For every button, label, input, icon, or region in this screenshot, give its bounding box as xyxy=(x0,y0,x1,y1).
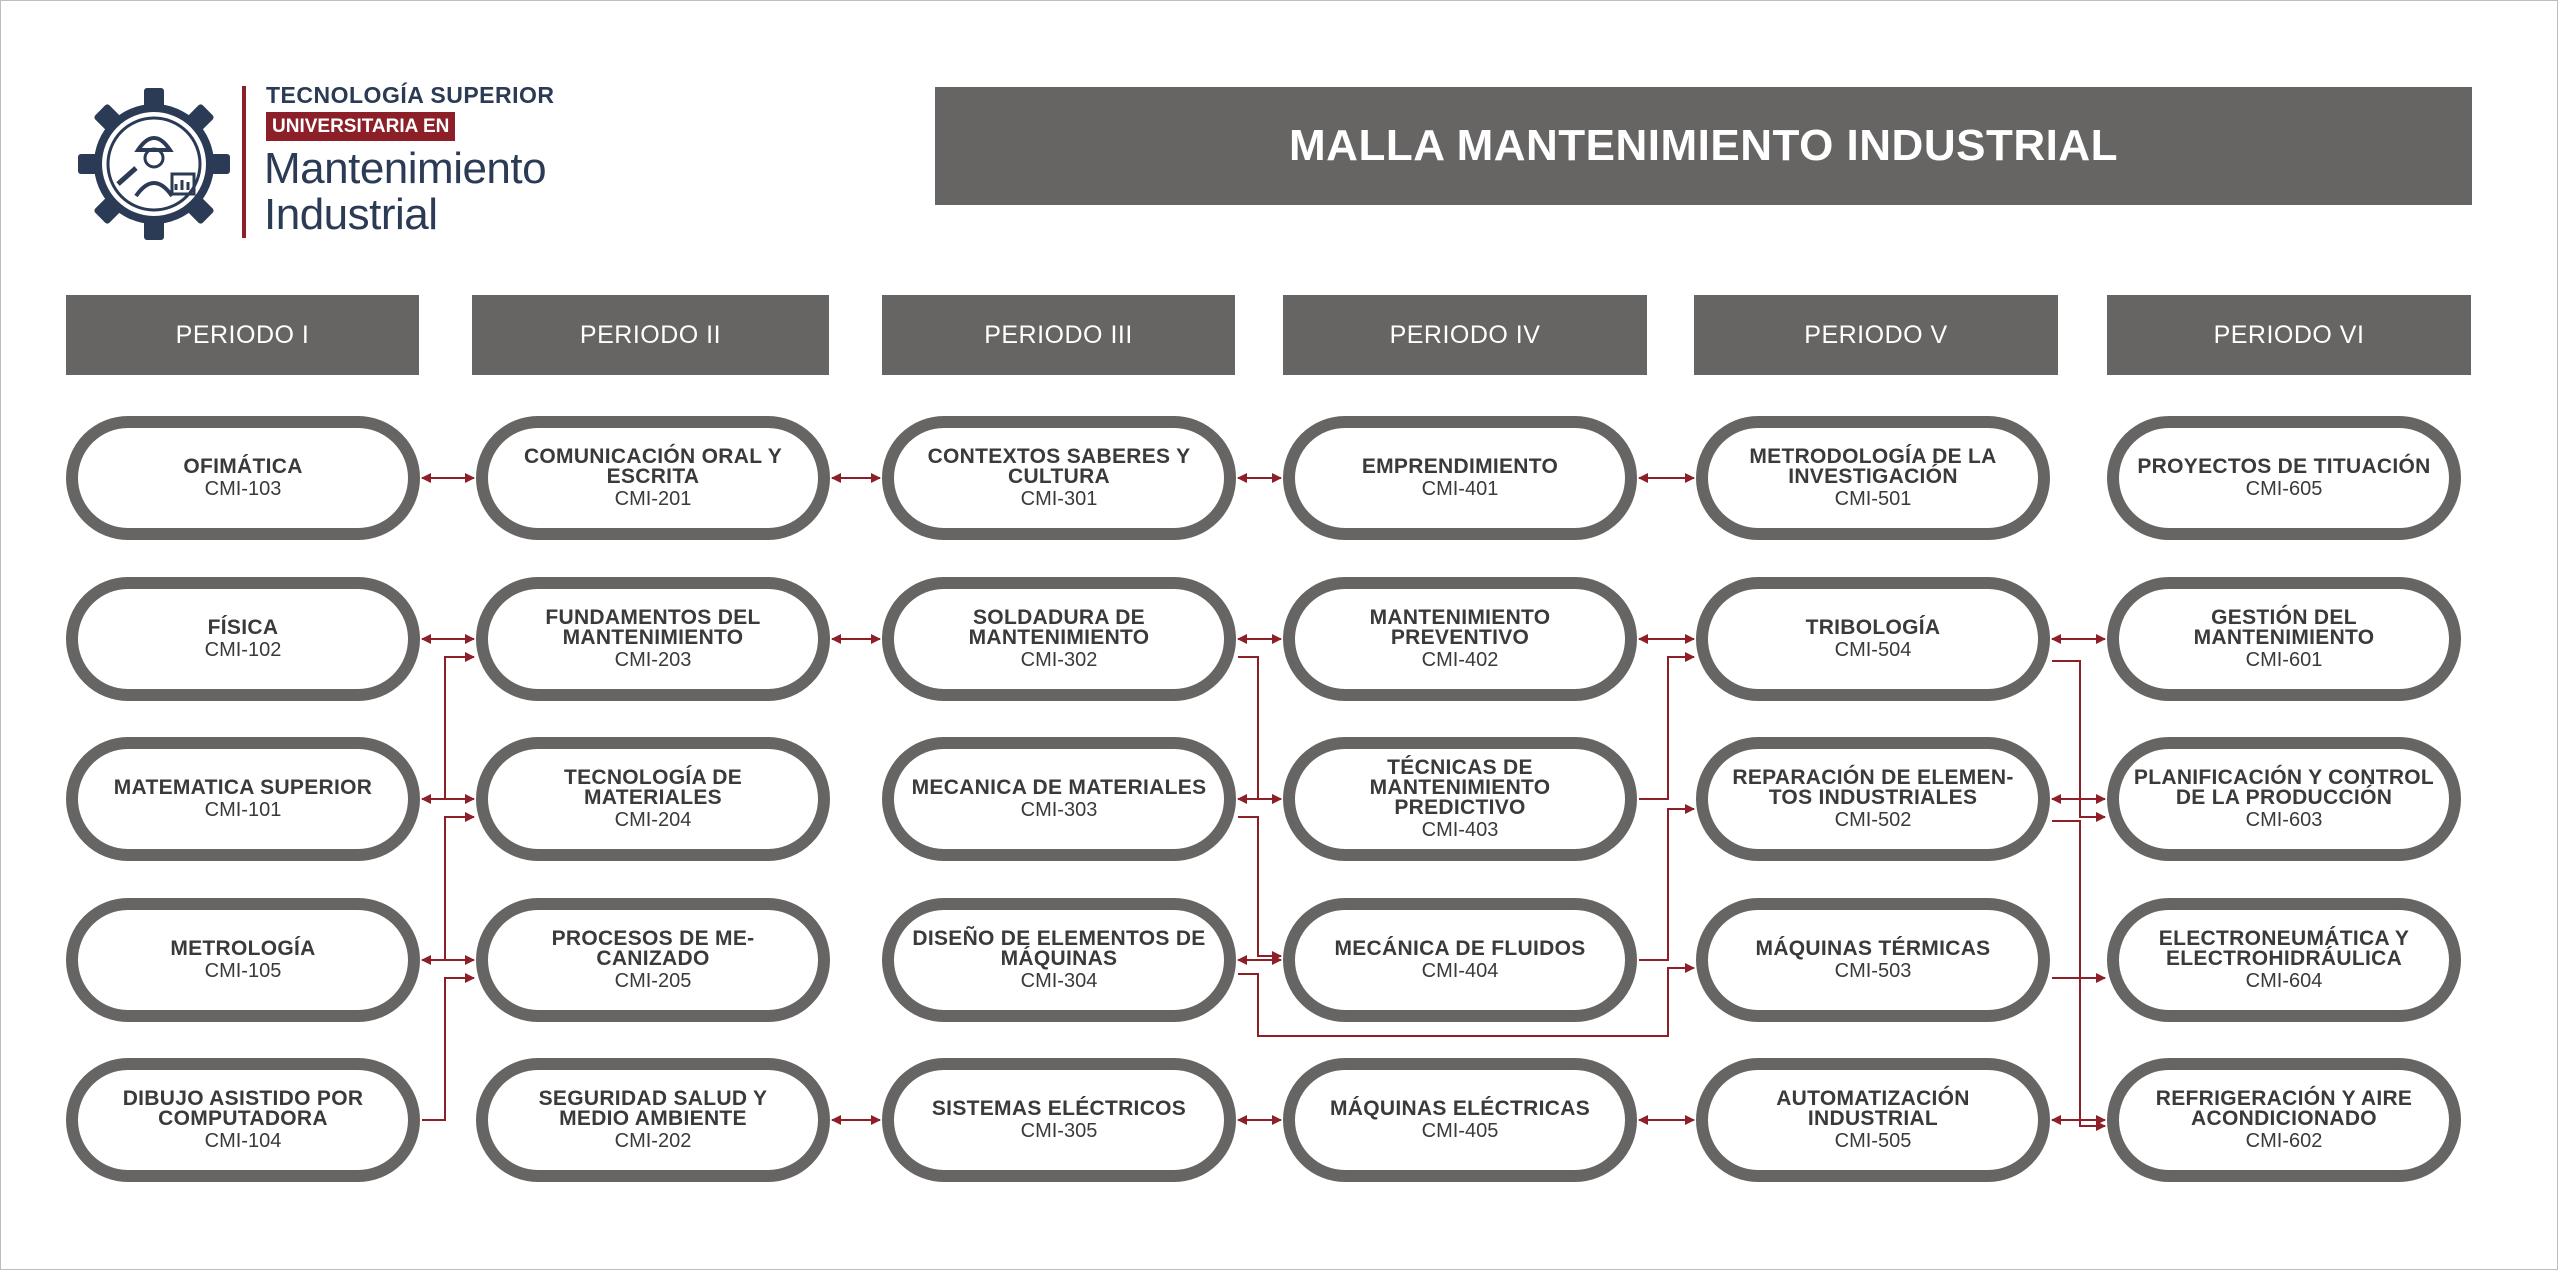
course-code: CMI-403 xyxy=(1421,818,1499,841)
institution-logo xyxy=(78,82,598,252)
logo-line-3: Mantenimiento xyxy=(264,144,547,193)
course-code: CMI-103 xyxy=(204,477,282,500)
course-card xyxy=(476,416,830,540)
course-name: TRIBOLOGÍA xyxy=(1805,615,1941,639)
course-name: AUTOMATIZACIÓN INDUSTRIAL xyxy=(1776,1086,1970,1130)
course-card xyxy=(66,1058,420,1182)
course-card xyxy=(1283,1058,1637,1182)
course-card xyxy=(2107,577,2461,701)
course-code: CMI-303 xyxy=(1020,798,1098,821)
course-name: SISTEMAS ELÉCTRICOS xyxy=(931,1096,1187,1120)
period-header-3: PERIODO III xyxy=(882,295,1235,375)
course-code: CMI-201 xyxy=(614,487,692,510)
course-name: MATEMATICA SUPERIOR xyxy=(113,775,373,799)
course-name: TÉCNICAS DE MANTENIMIENTO PREDICTIVO xyxy=(1369,755,1551,819)
course-code: CMI-202 xyxy=(614,1129,692,1152)
course-code: CMI-304 xyxy=(1020,969,1098,992)
course-code: CMI-305 xyxy=(1020,1119,1098,1142)
course-card xyxy=(882,737,1236,861)
course-code: CMI-404 xyxy=(1421,959,1499,982)
course-name: SOLDADURA DE MANTENIMIENTO xyxy=(968,605,1150,649)
course-card xyxy=(1283,416,1637,540)
gear-logo-icon xyxy=(78,88,230,240)
course-name: CONTEXTOS SABERES Y CULTURA xyxy=(927,444,1191,488)
course-name: REFRIGERACIÓN Y AIRE ACONDICIONADO xyxy=(2155,1086,2413,1130)
course-name: METROLOGÍA xyxy=(170,936,316,960)
period-header-1: PERIODO I xyxy=(66,295,419,375)
course-card xyxy=(476,1058,830,1182)
course-card xyxy=(2107,416,2461,540)
course-code: CMI-405 xyxy=(1421,1119,1499,1142)
course-code: CMI-501 xyxy=(1834,487,1912,510)
course-code: CMI-602 xyxy=(2245,1129,2323,1152)
course-name: PROCESOS DE ME- CANIZADO xyxy=(551,926,755,970)
course-name: DIBUJO ASISTIDO POR COMPUTADORA xyxy=(122,1086,364,1130)
course-name: COMUNICACIÓN ORAL Y ESCRITA xyxy=(523,444,783,488)
course-code: CMI-503 xyxy=(1834,959,1912,982)
course-card xyxy=(1283,898,1637,1022)
course-code: CMI-104 xyxy=(204,1129,282,1152)
course-name: MECANICA DE MATERIALES xyxy=(911,775,1207,799)
course-name: METRODOLOGÍA DE LA INVESTIGACIÓN xyxy=(1749,444,1997,488)
course-code: CMI-601 xyxy=(2245,648,2323,671)
course-code: CMI-505 xyxy=(1834,1129,1912,1152)
course-name: FUNDAMENTOS DEL MANTENIMIENTO xyxy=(545,605,761,649)
course-code: CMI-302 xyxy=(1020,648,1098,671)
course-code: CMI-203 xyxy=(614,648,692,671)
course-name: ELECTRONEUMÁTICA Y ELECTROHIDRÁULICA xyxy=(2158,926,2410,970)
course-name: MÁQUINAS TÉRMICAS xyxy=(1755,936,1991,960)
logo-line-1: TECNOLOGÍA SUPERIOR xyxy=(266,82,555,108)
logo-line-4: Industrial xyxy=(264,190,438,239)
course-card xyxy=(476,737,830,861)
course-card xyxy=(66,737,420,861)
course-card xyxy=(66,898,420,1022)
course-name: PLANIFICACIÓN Y CONTROL DE LA PRODUCCIÓN xyxy=(2133,765,2435,809)
course-code: CMI-301 xyxy=(1020,487,1098,510)
course-card xyxy=(1696,416,2050,540)
course-card xyxy=(66,416,420,540)
course-name: SEGURIDAD SALUD Y MEDIO AMBIENTE xyxy=(538,1086,768,1130)
course-name: MÁQUINAS ELÉCTRICAS xyxy=(1329,1096,1591,1120)
course-name: OFIMÁTICA xyxy=(183,454,303,478)
course-code: CMI-101 xyxy=(204,798,282,821)
course-name: MECÁNICA DE FLUIDOS xyxy=(1334,936,1586,960)
logo-divider xyxy=(242,86,246,238)
course-code: CMI-605 xyxy=(2245,477,2323,500)
course-code: CMI-105 xyxy=(204,959,282,982)
course-code: CMI-102 xyxy=(204,638,282,661)
course-card xyxy=(1283,737,1637,861)
logo-line-2: UNIVERSITARIA EN xyxy=(266,112,455,141)
course-card xyxy=(882,898,1236,1022)
course-code: CMI-504 xyxy=(1834,638,1912,661)
course-card xyxy=(1696,1058,2050,1182)
course-name: FÍSICA xyxy=(207,615,279,639)
course-card xyxy=(2107,737,2461,861)
course-card xyxy=(476,898,830,1022)
course-code: CMI-502 xyxy=(1834,808,1912,831)
course-card xyxy=(1696,737,2050,861)
course-code: CMI-603 xyxy=(2245,808,2323,831)
course-code: CMI-401 xyxy=(1421,477,1499,500)
course-card xyxy=(2107,898,2461,1022)
period-header-2: PERIODO II xyxy=(472,295,829,375)
course-card xyxy=(882,577,1236,701)
course-name: TECNOLOGÍA DE MATERIALES xyxy=(563,765,743,809)
course-code: CMI-204 xyxy=(614,808,692,831)
course-code: CMI-205 xyxy=(614,969,692,992)
course-card xyxy=(882,416,1236,540)
period-header-4: PERIODO IV xyxy=(1283,295,1647,375)
course-code: CMI-604 xyxy=(2245,969,2323,992)
course-name: MANTENIMIENTO PREVENTIVO xyxy=(1369,605,1551,649)
course-card xyxy=(476,577,830,701)
course-code: CMI-402 xyxy=(1421,648,1499,671)
course-card xyxy=(66,577,420,701)
course-name: REPARACIÓN DE ELEMEN- TOS INDUSTRIALES xyxy=(1732,765,2014,809)
period-header-5: PERIODO V xyxy=(1694,295,2058,375)
course-name: DISEÑO DE ELEMENTOS DE MÁQUINAS xyxy=(912,926,1206,970)
course-name: PROYECTOS DE TITUACIÓN xyxy=(2137,454,2431,478)
course-name: GESTIÓN DEL MANTENIMIENTO xyxy=(2193,605,2375,649)
course-card xyxy=(1283,577,1637,701)
course-card xyxy=(1696,898,2050,1022)
course-card xyxy=(882,1058,1236,1182)
course-card xyxy=(2107,1058,2461,1182)
course-name: EMPRENDIMIENTO xyxy=(1361,454,1559,478)
page-title: MALLA MANTENIMIENTO INDUSTRIAL xyxy=(935,87,2472,205)
course-card xyxy=(1696,577,2050,701)
period-header-6: PERIODO VI xyxy=(2107,295,2471,375)
